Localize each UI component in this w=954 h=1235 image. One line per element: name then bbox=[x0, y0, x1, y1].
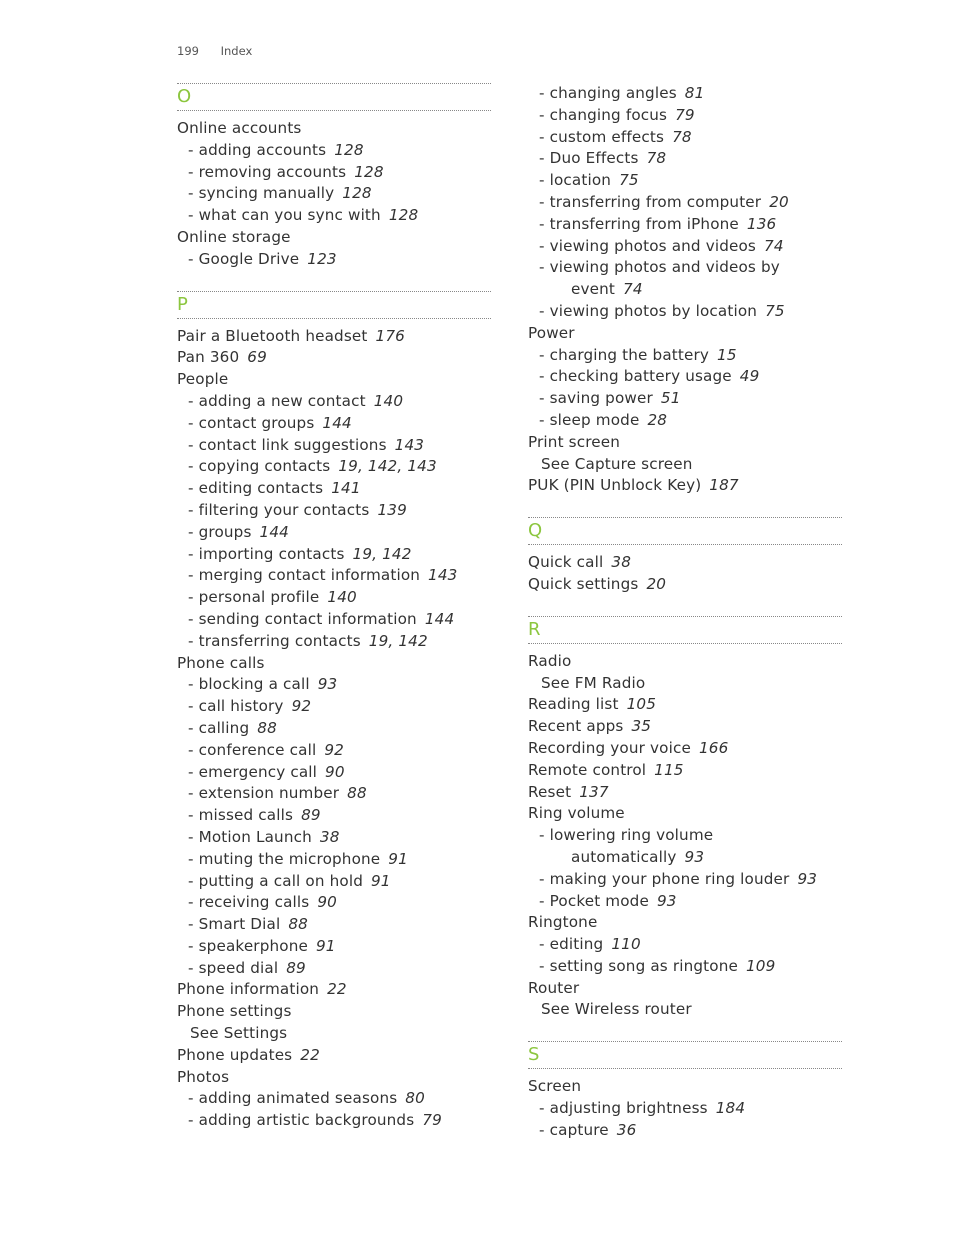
page-reference-link[interactable]: 128 bbox=[342, 184, 372, 203]
page-reference-link[interactable]: 187 bbox=[709, 476, 739, 495]
page-reference-link[interactable]: 75 bbox=[619, 171, 639, 190]
index-letter: Q bbox=[528, 520, 543, 542]
entry-text: - changing angles bbox=[539, 84, 677, 102]
dotted-divider bbox=[528, 643, 842, 644]
index-subentry bbox=[177, 249, 491, 271]
entry-text: - speakerphone bbox=[188, 936, 308, 955]
index-subentry bbox=[528, 366, 842, 388]
page-reference-link[interactable]: 93 bbox=[797, 869, 818, 888]
index-subentry bbox=[177, 718, 491, 740]
entry-text: - sleep mode bbox=[539, 410, 640, 429]
index-subentry bbox=[528, 956, 842, 978]
index-subentry bbox=[177, 827, 491, 849]
entry-text: - location bbox=[539, 171, 612, 190]
page-reference-link[interactable]: 90 bbox=[317, 893, 337, 912]
index-subentry bbox=[177, 478, 491, 500]
entry-text: Phone settings bbox=[177, 1002, 292, 1021]
index-subentry bbox=[528, 83, 842, 105]
entry-text: See Settings bbox=[190, 1024, 288, 1043]
index-subentry bbox=[528, 192, 842, 214]
entry-text: Ring volume bbox=[528, 804, 625, 823]
dotted-divider bbox=[177, 318, 491, 319]
entry-text: Reading list bbox=[528, 695, 619, 714]
index-subentry bbox=[528, 170, 842, 192]
index-subentry bbox=[177, 435, 491, 457]
index-subentry bbox=[177, 871, 491, 893]
index-subentry bbox=[528, 847, 842, 869]
entry-text: Remote control bbox=[528, 760, 647, 779]
index-entry bbox=[177, 653, 491, 675]
entry-text: - syncing manually bbox=[188, 184, 335, 203]
index-subentry bbox=[177, 544, 491, 566]
section-gap bbox=[528, 596, 842, 616]
entry-text: - adding accounts bbox=[188, 140, 327, 159]
entry-text: - merging contact information bbox=[188, 566, 421, 585]
index-entry bbox=[177, 979, 491, 1001]
index-subentry bbox=[177, 609, 491, 631]
entry-text: - editing bbox=[539, 935, 604, 954]
entry-text: - transferring contacts bbox=[188, 631, 361, 650]
section-gap bbox=[177, 271, 491, 291]
index-letter: S bbox=[528, 1044, 540, 1066]
entry-text: - contact link suggestions bbox=[188, 435, 387, 454]
index-letter-heading bbox=[528, 616, 842, 644]
entry-text: - adjusting brightness bbox=[539, 1099, 708, 1118]
entry-text: - setting song as ringtone bbox=[539, 956, 738, 975]
entry-text: Screen bbox=[528, 1077, 582, 1096]
page-reference-link[interactable]: 49 bbox=[739, 367, 760, 386]
entry-text: - making your phone ring louder bbox=[539, 869, 790, 888]
entry-text: - viewing photos and videos by bbox=[539, 258, 780, 277]
index-subentry bbox=[177, 740, 491, 762]
dotted-divider bbox=[177, 110, 491, 111]
entry-text: People bbox=[177, 370, 229, 389]
entry-text: Pan 360 bbox=[177, 348, 240, 367]
index-entry bbox=[177, 1045, 491, 1067]
index-subentry bbox=[177, 892, 491, 914]
section-gap bbox=[528, 1021, 842, 1041]
section-title: Index bbox=[220, 44, 253, 58]
entry-text: Router bbox=[528, 978, 580, 997]
page-reference-link[interactable]: 79 bbox=[422, 1111, 442, 1130]
page-number: 199 bbox=[177, 44, 199, 58]
index-subentry bbox=[177, 631, 491, 653]
index-subentry bbox=[528, 105, 842, 127]
index-subentry bbox=[528, 127, 842, 149]
entry-text: - copying contacts bbox=[188, 457, 331, 476]
index-entry bbox=[528, 552, 842, 574]
page-reference-link[interactable]: 115 bbox=[654, 760, 684, 779]
index-letter-heading bbox=[177, 291, 491, 319]
index-subentry bbox=[177, 522, 491, 544]
page-reference-link[interactable]: 36 bbox=[616, 1120, 637, 1139]
index-subentry bbox=[528, 279, 842, 301]
page-reference-link[interactable]: 35 bbox=[631, 717, 652, 736]
page-reference-link[interactable]: 89 bbox=[301, 806, 321, 825]
page-reference-link[interactable]: 91 bbox=[315, 936, 336, 955]
page-reference-link[interactable]: 15 bbox=[717, 345, 737, 364]
section-gap bbox=[528, 497, 842, 517]
index-subentry bbox=[177, 762, 491, 784]
page-reference-link[interactable]: 140 bbox=[327, 588, 357, 607]
entry-text: - removing accounts bbox=[188, 162, 347, 181]
index-subentry bbox=[528, 891, 842, 913]
index-entry bbox=[177, 347, 491, 369]
index-subentry bbox=[177, 205, 491, 227]
index-subentry bbox=[177, 140, 491, 162]
index-column-right bbox=[528, 83, 842, 1142]
entry-text: - Google Drive bbox=[188, 249, 300, 268]
page-reference-link[interactable]: 19, 142, 143 bbox=[338, 457, 437, 476]
index-subentry bbox=[177, 183, 491, 205]
page-reference-link[interactable]: 141 bbox=[331, 479, 361, 498]
entry-text: Phone calls bbox=[177, 653, 265, 672]
page-reference-link[interactable]: 79 bbox=[675, 105, 695, 124]
page-header bbox=[177, 44, 252, 58]
entry-text: Phone information bbox=[177, 980, 320, 999]
index-subentry bbox=[177, 1088, 491, 1110]
index-entry bbox=[177, 1067, 491, 1089]
entry-text: - changing focus bbox=[539, 105, 668, 124]
index-subentry bbox=[528, 345, 842, 367]
index-subentry bbox=[528, 148, 842, 170]
index-cross-reference bbox=[528, 673, 842, 695]
page-reference-link[interactable]: 136 bbox=[746, 214, 777, 233]
index-entry bbox=[177, 326, 491, 348]
page-reference-link[interactable]: 128 bbox=[388, 206, 419, 225]
entry-text: Reset bbox=[528, 782, 572, 801]
entry-text: Photos bbox=[177, 1067, 230, 1086]
entry-text: - saving power bbox=[539, 389, 653, 408]
page-reference-link[interactable]: 28 bbox=[647, 410, 668, 429]
page-reference-link[interactable]: 128 bbox=[334, 140, 364, 159]
index-entry bbox=[528, 738, 842, 760]
entry-text: See Capture screen bbox=[541, 454, 693, 473]
index-column-left bbox=[177, 83, 491, 1132]
page-reference-link[interactable]: 137 bbox=[579, 782, 609, 801]
index-subentry bbox=[177, 936, 491, 958]
index-subentry bbox=[177, 565, 491, 587]
entry-text: - Smart Dial bbox=[188, 915, 281, 934]
index-subentry bbox=[177, 162, 491, 184]
page-reference-link[interactable]: 139 bbox=[377, 500, 407, 519]
index-subentry bbox=[177, 849, 491, 871]
entry-text: PUK (PIN Unblock Key) bbox=[528, 476, 702, 495]
entry-text: - Motion Launch bbox=[188, 827, 312, 846]
page-reference-link[interactable]: 88 bbox=[257, 718, 277, 737]
page-reference-link[interactable]: 140 bbox=[373, 391, 404, 410]
index-entry bbox=[528, 475, 842, 497]
index-entry bbox=[177, 227, 491, 249]
index-subentry bbox=[177, 413, 491, 435]
page-reference-link[interactable]: 20 bbox=[769, 192, 789, 211]
page-reference-link[interactable]: 144 bbox=[259, 522, 289, 541]
page-reference-link[interactable]: 143 bbox=[428, 566, 458, 585]
index-entry bbox=[528, 978, 842, 1000]
dotted-divider bbox=[528, 1068, 842, 1069]
index-subentry bbox=[177, 783, 491, 805]
index-subentry bbox=[177, 587, 491, 609]
entry-text: - blocking a call bbox=[188, 675, 310, 694]
entry-text: Radio bbox=[528, 651, 572, 670]
entry-text: - checking battery usage bbox=[539, 367, 732, 386]
page-reference-link[interactable]: 75 bbox=[765, 301, 785, 320]
index-subentry bbox=[177, 958, 491, 980]
index-subentry bbox=[177, 391, 491, 413]
page-reference-link[interactable]: 38 bbox=[319, 827, 340, 846]
entry-text: - Pocket mode bbox=[539, 891, 649, 910]
entry-text: - extension number bbox=[188, 784, 340, 803]
page-reference-link[interactable]: 184 bbox=[715, 1099, 746, 1118]
index-subentry bbox=[528, 825, 842, 847]
index-subentry bbox=[177, 456, 491, 478]
index-entry bbox=[528, 574, 842, 596]
page-reference-link[interactable]: 144 bbox=[424, 609, 455, 628]
index-letter: O bbox=[177, 86, 192, 107]
entry-text: - Duo Effects bbox=[539, 149, 639, 168]
index-subentry bbox=[177, 696, 491, 718]
index-entry bbox=[528, 716, 842, 738]
index-subentry bbox=[528, 1120, 842, 1142]
entry-text: Power bbox=[528, 323, 575, 342]
index-subentry bbox=[177, 674, 491, 696]
index-entry bbox=[177, 369, 491, 391]
index-subentry bbox=[177, 500, 491, 522]
entry-text: - groups bbox=[188, 522, 252, 541]
page-reference-link[interactable]: 78 bbox=[672, 127, 692, 146]
index-entry bbox=[528, 760, 842, 782]
page-reference-link[interactable]: 22 bbox=[327, 980, 347, 999]
index-subentry bbox=[177, 1110, 491, 1132]
index-letter: P bbox=[177, 293, 188, 315]
index-subentry bbox=[528, 388, 842, 410]
page-reference-link[interactable]: 90 bbox=[325, 762, 345, 781]
page-reference-link[interactable]: 93 bbox=[317, 675, 338, 694]
index-entry bbox=[528, 1076, 842, 1098]
entry-text: - editing contacts bbox=[188, 479, 324, 498]
entry-text: - transferring from iPhone bbox=[539, 214, 739, 233]
entry-text: - adding artistic backgrounds bbox=[188, 1111, 415, 1130]
entry-text: event bbox=[571, 280, 616, 299]
page-reference-link[interactable]: 110 bbox=[611, 935, 641, 954]
entry-text: - putting a call on hold bbox=[188, 871, 363, 890]
index-subentry bbox=[528, 869, 842, 891]
entry-text: Ringtone bbox=[528, 913, 598, 932]
entry-text: Print screen bbox=[528, 432, 621, 451]
index-subentry bbox=[528, 236, 842, 258]
page-reference-link[interactable]: 22 bbox=[300, 1045, 320, 1064]
page-reference-link[interactable]: 176 bbox=[375, 326, 405, 345]
entry-text: - emergency call bbox=[188, 762, 318, 781]
page-reference-link[interactable]: 51 bbox=[660, 389, 681, 408]
entry-text: Quick settings bbox=[528, 574, 639, 593]
page-reference-link[interactable]: 92 bbox=[291, 697, 312, 716]
entry-text: - filtering your contacts bbox=[188, 500, 370, 519]
entry-text: - conference call bbox=[188, 740, 317, 759]
entry-text: Online accounts bbox=[177, 119, 302, 137]
entry-text: - charging the battery bbox=[539, 345, 710, 364]
index-subentry bbox=[528, 410, 842, 432]
entry-text: - viewing photos and videos bbox=[539, 236, 756, 255]
index-subentry bbox=[177, 914, 491, 936]
index-subentry bbox=[177, 805, 491, 827]
page-reference-link[interactable]: 144 bbox=[322, 413, 352, 432]
entry-text: - adding a new contact bbox=[188, 391, 366, 410]
index-cross-reference bbox=[177, 1023, 491, 1045]
page-reference-link[interactable]: 74 bbox=[623, 280, 643, 299]
entry-text: Phone updates bbox=[177, 1045, 293, 1064]
index-subentry bbox=[528, 1098, 842, 1120]
index-entry bbox=[528, 651, 842, 673]
index-subentry bbox=[528, 301, 842, 323]
page-reference-link[interactable]: 93 bbox=[684, 847, 705, 866]
page-reference-link[interactable]: 89 bbox=[286, 958, 306, 977]
entry-text: See FM Radio bbox=[541, 673, 646, 692]
entry-text: Recent apps bbox=[528, 717, 624, 736]
index-entry bbox=[177, 1001, 491, 1023]
page-reference-link[interactable]: 123 bbox=[307, 249, 337, 268]
page-reference-link[interactable]: 38 bbox=[611, 553, 632, 572]
entry-text: - missed calls bbox=[188, 806, 294, 825]
entry-text: - contact groups bbox=[188, 413, 315, 432]
entry-text: - receiving calls bbox=[188, 893, 310, 912]
entry-text: - what can you sync with bbox=[188, 206, 381, 225]
page-reference-link[interactable]: 20 bbox=[646, 574, 667, 593]
index-entry bbox=[528, 912, 842, 934]
dotted-divider bbox=[528, 544, 842, 545]
index-entry bbox=[528, 432, 842, 454]
page-reference-link[interactable]: 74 bbox=[764, 236, 784, 255]
page-reference-link[interactable]: 91 bbox=[388, 849, 408, 868]
page-reference-link[interactable]: 93 bbox=[656, 891, 677, 910]
entry-text: Recording your voice bbox=[528, 738, 691, 757]
page-reference-link[interactable]: 92 bbox=[324, 740, 344, 759]
page-reference-link[interactable]: 109 bbox=[745, 956, 776, 975]
page-reference-link[interactable]: 69 bbox=[247, 348, 267, 367]
page-reference-link[interactable]: 81 bbox=[684, 84, 705, 102]
page-reference-link[interactable]: 88 bbox=[288, 915, 308, 934]
index-entry bbox=[528, 803, 842, 825]
index-subentry bbox=[528, 934, 842, 956]
page-reference-link[interactable]: 166 bbox=[698, 738, 729, 757]
index-subentry bbox=[528, 214, 842, 236]
page-reference-link[interactable]: 88 bbox=[347, 784, 367, 803]
index-letter: R bbox=[528, 618, 541, 640]
entry-text: - transferring from computer bbox=[539, 192, 762, 211]
entry-text: Quick call bbox=[528, 553, 604, 572]
page-reference-link[interactable]: 91 bbox=[370, 871, 391, 890]
index-cross-reference bbox=[528, 454, 842, 476]
page-reference-link[interactable]: 19, 142 bbox=[352, 544, 412, 563]
index-entry bbox=[528, 694, 842, 716]
entry-text: - call history bbox=[188, 697, 284, 716]
page-reference-link[interactable]: 128 bbox=[354, 162, 384, 181]
page-reference-link[interactable]: 143 bbox=[394, 435, 425, 454]
index-letter-heading bbox=[528, 1041, 842, 1069]
entry-text: - importing contacts bbox=[188, 544, 345, 563]
entry-text: - custom effects bbox=[539, 127, 665, 146]
entry-text: - lowering ring volume bbox=[539, 826, 714, 845]
index-cross-reference bbox=[528, 999, 842, 1021]
entry-text: - calling bbox=[188, 718, 250, 737]
entry-text: - adding animated seasons bbox=[188, 1089, 398, 1108]
entry-text: - personal profile bbox=[188, 588, 320, 607]
entry-text: - viewing photos by location bbox=[539, 301, 758, 320]
index-letter-heading bbox=[528, 517, 842, 545]
index-entry bbox=[528, 323, 842, 345]
entry-text: See Wireless router bbox=[541, 1000, 692, 1019]
page-reference-link[interactable]: 80 bbox=[405, 1089, 425, 1108]
entry-text: - muting the microphone bbox=[188, 849, 381, 868]
index-entry bbox=[528, 782, 842, 804]
page-reference-link[interactable]: 78 bbox=[646, 149, 667, 168]
page-reference-link[interactable]: 19, 142 bbox=[368, 631, 428, 650]
entry-text: - capture bbox=[539, 1120, 609, 1139]
entry-text: automatically bbox=[571, 847, 677, 866]
index-letter-heading bbox=[177, 83, 491, 111]
entry-text: - speed dial bbox=[188, 958, 279, 977]
index-subentry bbox=[528, 257, 842, 279]
page-reference-link[interactable]: 105 bbox=[626, 695, 657, 714]
entry-text: - sending contact information bbox=[188, 609, 417, 628]
entry-text: Online storage bbox=[177, 227, 291, 246]
index-entry bbox=[177, 118, 491, 140]
entry-text: Pair a Bluetooth headset bbox=[177, 326, 368, 345]
